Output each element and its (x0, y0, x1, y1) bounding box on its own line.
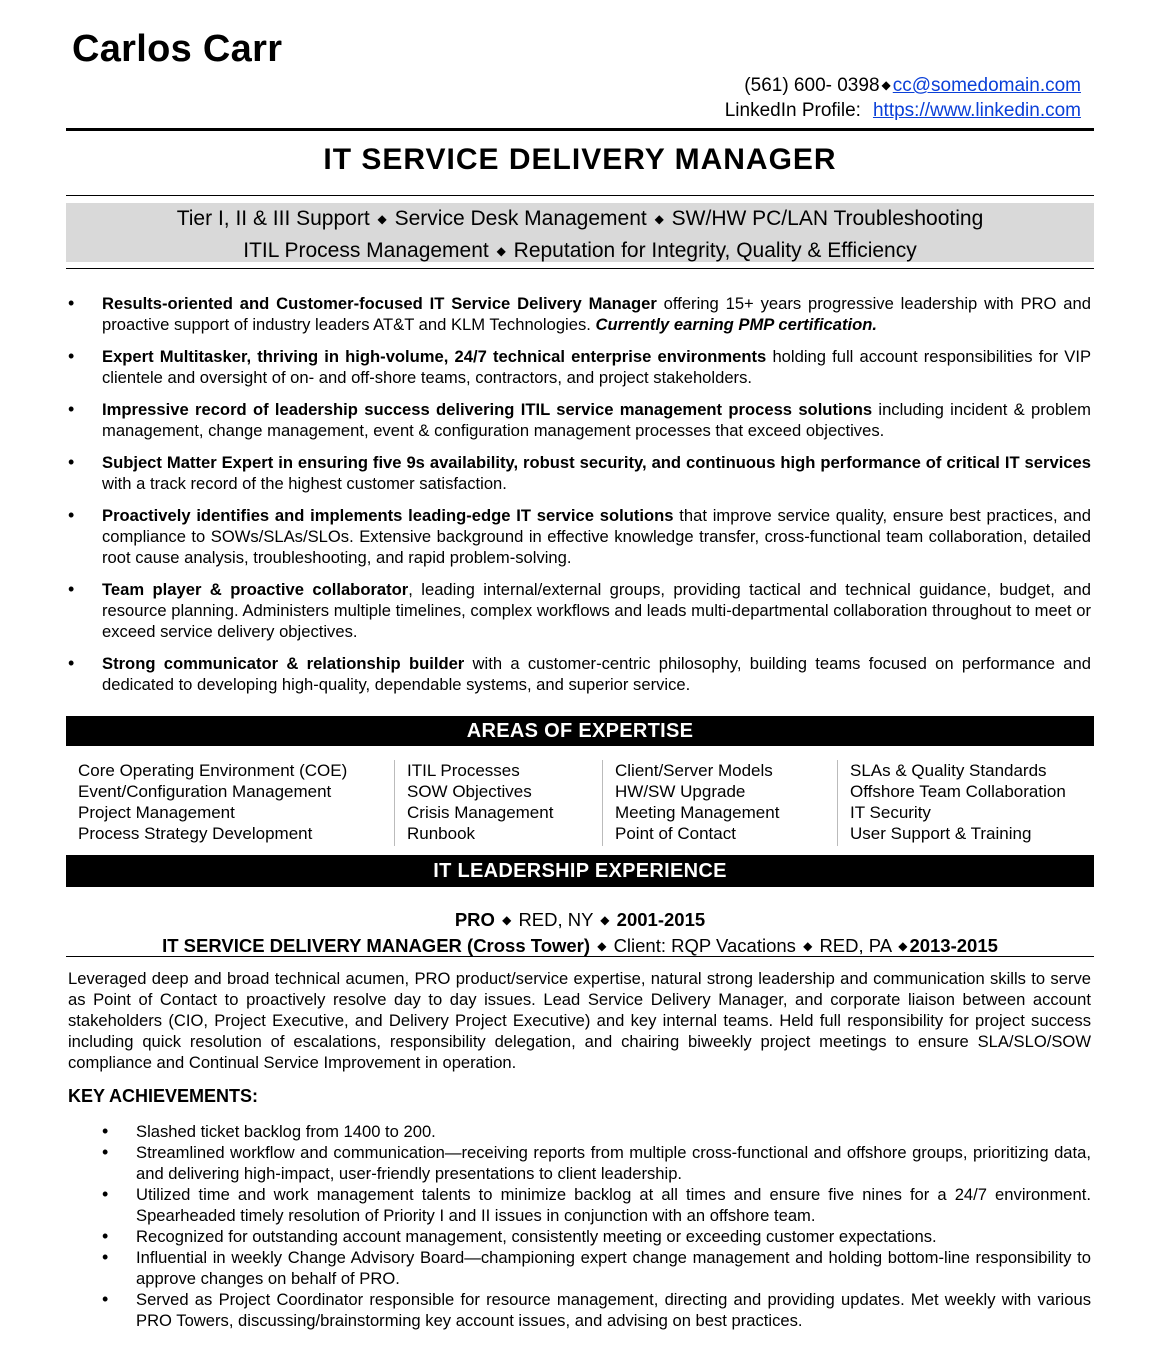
company-name: PRO (454, 909, 495, 930)
summary-item-highlight: Results-oriented and Customer-focused IT Service Delivery Manager (102, 294, 657, 313)
job-header (66, 908, 1094, 960)
summary-item (66, 579, 1091, 642)
achievement-item: • Influential in weekly Change Advisory Board—championing expert change management and holding bottom-line responsibility to approve changes on behalf of PRO. (66, 1247, 1091, 1289)
summary-item (66, 505, 1091, 568)
expertise-item: Process Strategy Development (78, 824, 313, 843)
diamond-separator-icon: ◆ (654, 212, 664, 226)
skills-banner (66, 203, 1094, 262)
expertise-heading: AREAS OF EXPERTISE (66, 716, 1094, 746)
summary-item-text: holding full account responsibilities for VIP clientele and oversight of on- and off-shore teams, contractors, and project stakeholders. (102, 347, 1092, 387)
diamond-separator-icon: ◆ (898, 939, 908, 953)
expertise-item: Core Operating Environment (COE) (78, 761, 348, 780)
company-line (66, 908, 1094, 934)
summary-item (66, 346, 1091, 388)
summary-item-highlight: Subject Matter Expert in ensuring five 9s availability, robust security, and continuous high performance of critical IT services (102, 453, 1091, 472)
banner-divider (66, 268, 1094, 269)
summary-item-highlight: Team player & proactive collaborator (102, 580, 409, 599)
expertise-item: Offshore Team Collaboration (850, 782, 1066, 801)
experience-heading: IT LEADERSHIP EXPERIENCE (66, 855, 1094, 887)
summary-item-highlight: Impressive record of leadership success delivering ITIL service management process solutions (102, 400, 873, 419)
diamond-separator-icon: ◆ (597, 939, 607, 953)
diamond-separator-icon: ◆ (600, 913, 610, 927)
achievement-item: • Streamlined workflow and communication—receiving reports from multiple cross-functional and offshore groups, prioritizing data, and delivering high-impact, user-friendly presentations to client leadership. (66, 1142, 1091, 1184)
expertise-item: ITIL Processes (407, 761, 520, 780)
expertise-column (837, 760, 1095, 846)
summary-item-highlight: Strong communicator & relationship builder (102, 654, 465, 673)
expertise-item: Client/Server Models (615, 761, 773, 780)
summary-item-text: , leading internal/external groups, providing tactical and technical guidance, budget, and resource planning. Administers multiple timelines, complex workflows and leads multi-departmental collaboration throughout to meet or exceed service delivery objectives. (102, 580, 1091, 641)
achievements-heading: KEY ACHIEVEMENTS: (68, 1086, 259, 1106)
role-description: Leveraged deep and broad technical acumen, PRO product/service expertise, natural strong leadership and communication skills to serve as Point of Contact to proactively resolve day to day issues. Lead Service Delivery Manager, and corporate liaison between account stakeholders (CIO, Project Executive, and Delivery Project Executive) and key internal teams. Held full responsibility for project success including quick resolution of escalations, responsibility delegation, and chairing biweekly project meetings to ensure SLA/SLO/SOW compliance and Continual Service Improvement in operation. (68, 969, 1091, 1072)
role-client: Client: RQP Vacations (613, 935, 796, 956)
contact-line-1 (725, 74, 1081, 99)
expertise-column (602, 760, 837, 846)
summary-item (66, 293, 1091, 335)
role-dates: 2013-2015 (909, 935, 998, 956)
summary-item-emphasis: Currently earning PMP certification. (595, 315, 878, 334)
diamond-separator-icon: ◆ (496, 244, 506, 258)
summary-item (66, 452, 1091, 494)
summary-item-text: with a track record of the highest customer satisfaction. (102, 474, 507, 493)
phone-number: (561) 600- 0398 (744, 75, 880, 96)
expertise-item: Point of Contact (615, 824, 736, 843)
title-divider (66, 195, 1094, 196)
expertise-column (394, 760, 602, 846)
summary-item-text: offering 15+ years progressive leadership with PRO and proactive support of industry leaders AT&T and KLM Technologies. (102, 294, 1091, 334)
diamond-separator-icon: ◆ (803, 939, 813, 953)
company-dates: 2001-2015 (616, 909, 706, 930)
linkedin-label: LinkedIn Profile: (724, 100, 861, 121)
banner-item: Reputation for Integrity, Quality & Efficiency (513, 239, 917, 262)
candidate-name: Carlos Carr (72, 28, 283, 70)
resume-title: IT SERVICE DELIVERY MANAGER (323, 143, 837, 176)
diamond-separator-icon: ◆ (881, 78, 891, 92)
summary-item-text: that improve service quality, ensure best practices, and compliance to SOWs/SLAs/SLOs. Extensive background in effective knowledge transfer, cross-functional team collaboration, detailed root cause analysis, troubleshooting, and rapid problem-solving. (102, 506, 1091, 567)
banner-line-1 (66, 204, 1094, 236)
email-link[interactable]: cc@somedomain.com (892, 75, 1081, 96)
summary-list (66, 293, 1091, 706)
expertise-item: IT Security (850, 803, 931, 822)
banner-item: SW/HW PC/LAN Troubleshooting (671, 207, 984, 230)
achievement-item: • Served as Project Coordinator responsible for resource management, directing and providing updates. Met weekly with various PRO Towers, discussing/brainstorming key account issues, and advising on best practices. (66, 1289, 1091, 1331)
achievement-item: • Utilized time and work management talents to minimize backlog at all times and ensure five nines for a 24/7 environment. Spearheaded timely resolution of Priority I and II issues in conjunction with an offshore team. (66, 1184, 1091, 1226)
contact-block (725, 74, 1081, 123)
summary-item (66, 653, 1091, 695)
expertise-item: SLAs & Quality Standards (850, 761, 1047, 780)
diamond-separator-icon: ◆ (502, 913, 512, 927)
contact-line-2 (725, 99, 1081, 123)
expertise-item: Runbook (407, 824, 476, 843)
header-divider (66, 128, 1094, 131)
expertise-item: HW/SW Upgrade (615, 782, 746, 801)
role-location: RED, PA (819, 935, 892, 956)
expertise-item: Meeting Management (615, 803, 780, 822)
expertise-item: User Support & Training (850, 824, 1032, 843)
role-title: IT SERVICE DELIVERY MANAGER (Cross Tower) (162, 935, 591, 956)
expertise-column (66, 760, 393, 846)
expertise-item: Event/Configuration Management (78, 782, 332, 801)
achievements-list (66, 1121, 1091, 1331)
expertise-item: Project Management (78, 803, 235, 822)
achievement-item: • Slashed ticket backlog from 1400 to 200. (66, 1121, 1091, 1142)
expertise-grid (66, 760, 1094, 846)
summary-item (66, 399, 1091, 441)
summary-item-highlight: Proactively identifies and implements leading-edge IT service solutions (102, 506, 674, 525)
banner-item: ITIL Process Management (243, 239, 489, 262)
linkedin-link[interactable]: https://www.linkedin.com (872, 100, 1081, 121)
summary-item-text: with a customer-centric philosophy, building teams focused on performance and dedicated to developing high-quality, dependable systems, and superior service. (102, 654, 1091, 694)
company-location: RED, NY (518, 909, 594, 930)
job-divider (66, 956, 1094, 957)
diamond-separator-icon: ◆ (377, 212, 387, 226)
expertise-item: Crisis Management (407, 803, 554, 822)
banner-line-2 (66, 236, 1094, 268)
summary-item-highlight: Expert Multitasker, thriving in high-volume, 24/7 technical enterprise environments (102, 347, 767, 366)
expertise-item: SOW Objectives (407, 782, 532, 801)
banner-item: Service Desk Management (394, 207, 647, 230)
banner-item: Tier I, II & III Support (176, 207, 370, 230)
summary-item-text: including incident & problem management, change management, event & configuration management processes that exceed objectives. (102, 400, 1091, 440)
achievement-item: • Recognized for outstanding account management, consistently meeting or exceeding customer expectations. (66, 1226, 1091, 1247)
